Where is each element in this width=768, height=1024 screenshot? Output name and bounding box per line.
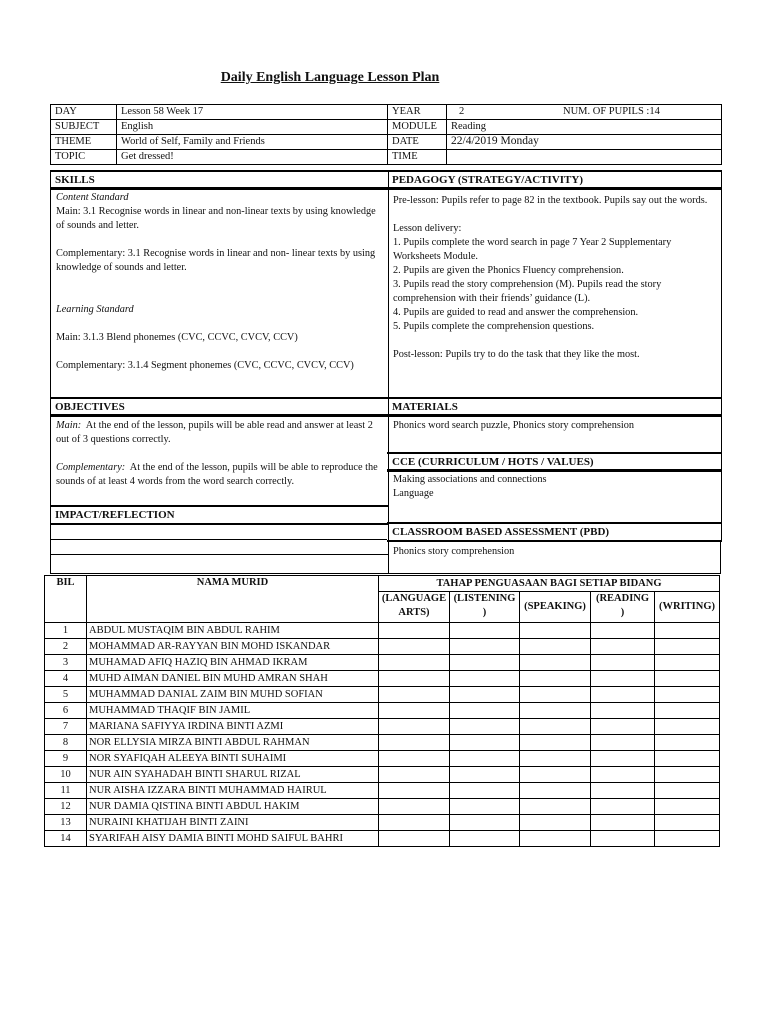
cce-content (388, 473, 721, 501)
table-row (45, 671, 720, 687)
mastery-cell[interactable] (379, 831, 450, 847)
mastery-cell[interactable] (379, 767, 450, 783)
num-pupils: NUM. OF PUPILS :14 (563, 106, 660, 117)
student-name: MUHD AIMAN DANIEL BIN MUHD AMRAN SHAH (87, 671, 379, 687)
student-name: MARIANA SAFIYYA IRDINA BINTI AZMI (87, 719, 379, 735)
mastery-cell[interactable] (450, 655, 520, 671)
info-row-topic (51, 150, 722, 165)
mastery-cell[interactable] (655, 671, 720, 687)
delivery-step: 4. Pupils are guided to read and answer the comprehension. (393, 307, 639, 318)
delivery-step: 3. Pupils read the story comprehension (M). Pupils read the story comprehension with their friends’ guidance (L). (393, 279, 662, 304)
student-name: NURAINI KHATIJAH BINTI ZAINI (87, 815, 379, 831)
info-row-theme (51, 135, 722, 150)
mastery-cell[interactable] (379, 703, 450, 719)
mastery-cell[interactable] (379, 799, 450, 815)
student-number: 14 (45, 831, 87, 847)
mastery-cell[interactable] (520, 831, 591, 847)
student-name: NOR ELLYSIA MIRZA BINTI ABDUL RAHMAN (87, 735, 379, 751)
mastery-cell[interactable] (520, 687, 591, 703)
pbd-text: Phonics story comprehension (393, 546, 515, 557)
student-name: NUR DAMIA QISTINA BINTI ABDUL HAKIM (87, 799, 379, 815)
mastery-cell[interactable] (450, 623, 520, 639)
module-label: MODULE (388, 120, 447, 135)
theme-value: World of Self, Family and Friends (117, 135, 388, 150)
mastery-cell[interactable] (591, 655, 655, 671)
mastery-cell[interactable] (591, 703, 655, 719)
student-name: ABDUL MUSTAQIM BIN ABDUL RAHIM (87, 623, 379, 639)
objective-comp-label: Complementary: (56, 462, 126, 473)
mastery-cell[interactable] (655, 783, 720, 799)
mastery-cell[interactable] (520, 799, 591, 815)
year-value: 2 (459, 106, 465, 117)
table-row (45, 767, 720, 783)
student-number: 1 (45, 623, 87, 639)
complementary-content-standard: Complementary: 3.1 Recognise words in linear and non- linear texts by using knowledge of sounds and letter. (56, 248, 376, 273)
student-number: 7 (45, 719, 87, 735)
mastery-cell[interactable] (450, 815, 520, 831)
table-row (45, 639, 720, 655)
mastery-cell[interactable] (591, 831, 655, 847)
pedagogy-header: PEDAGOGY (STRATEGY/ACTIVITY) (387, 170, 721, 190)
time-label: TIME (388, 150, 447, 165)
student-number: 12 (45, 799, 87, 815)
cce-header: CCE (CURRICULUM / HOTS / VALUES) (387, 452, 721, 472)
mastery-cell[interactable] (379, 751, 450, 767)
mastery-cell[interactable] (450, 831, 520, 847)
mastery-cell[interactable] (655, 703, 720, 719)
mastery-cell[interactable] (591, 767, 655, 783)
listening-header: (LISTENING ) (450, 592, 520, 623)
mastery-cell[interactable] (379, 639, 450, 655)
info-row-day (51, 105, 722, 120)
student-name: MUHAMMAD DANIAL ZAIM BIN MUHD SOFIAN (87, 687, 379, 703)
student-name: NUR AIN SYAHADAH BINTI SHARUL RIZAL (87, 767, 379, 783)
student-number: 8 (45, 735, 87, 751)
content-standard-label: Content Standard (56, 192, 129, 203)
subject-value: English (117, 120, 388, 135)
writing-header: (WRITING) (655, 592, 720, 623)
student-number: 2 (45, 639, 87, 655)
lesson-info-table (50, 104, 722, 165)
mastery-cell[interactable] (655, 767, 720, 783)
impact-row-divider (51, 554, 388, 555)
mastery-cell[interactable] (379, 783, 450, 799)
mastery-cell[interactable] (655, 815, 720, 831)
mastery-cell[interactable] (379, 671, 450, 687)
impact-header: IMPACT/REFLECTION (50, 505, 388, 525)
day-label: DAY (51, 105, 117, 120)
table-row (45, 735, 720, 751)
mastery-cell[interactable] (591, 671, 655, 687)
mastery-cell[interactable] (655, 735, 720, 751)
mastery-cell[interactable] (379, 719, 450, 735)
student-name: NOR SYAFIQAH ALEEYA BINTI SUHAIMI (87, 751, 379, 767)
reading-header: (READING ) (591, 592, 655, 623)
column-divider (388, 542, 389, 574)
lesson-delivery-label: Lesson delivery: (393, 223, 462, 234)
skills-content (51, 191, 386, 373)
mastery-cell[interactable] (450, 767, 520, 783)
pre-lesson: Pre-lesson: Pupils refer to page 82 in the textbook. Pupils say out the words. (393, 195, 708, 206)
topic-value: Get dressed! (117, 150, 388, 165)
mastery-cell[interactable] (520, 767, 591, 783)
student-number: 10 (45, 767, 87, 783)
mastery-cell[interactable] (655, 831, 720, 847)
year-label: YEAR (388, 105, 447, 120)
mastery-cell[interactable] (655, 687, 720, 703)
mastery-cell[interactable] (520, 751, 591, 767)
language-arts-header: (LANGUAGE ARTS) (379, 592, 450, 623)
table-row (45, 831, 720, 847)
table-row (45, 751, 720, 767)
table-row (45, 655, 720, 671)
objective-main (56, 419, 381, 447)
pbd-header: CLASSROOM BASED ASSESSMENT (PBD) (387, 522, 721, 542)
assessment-header-row (45, 576, 720, 592)
mastery-cell[interactable] (450, 751, 520, 767)
mastery-cell[interactable] (379, 815, 450, 831)
name-header: NAMA MURID (87, 576, 379, 623)
mastery-cell[interactable] (591, 815, 655, 831)
mastery-cell[interactable] (450, 799, 520, 815)
mastery-cell[interactable] (520, 671, 591, 687)
complementary-learning-standard: Complementary: 3.1.4 Segment phonemes (CVC, CCVC, CVCV, CCV) (56, 360, 354, 371)
mastery-cell[interactable] (450, 783, 520, 799)
mastery-cell[interactable] (379, 687, 450, 703)
table-row (45, 623, 720, 639)
student-number: 9 (45, 751, 87, 767)
topic-label: TOPIC (51, 150, 117, 165)
mastery-cell[interactable] (520, 719, 591, 735)
materials-header: MATERIALS (387, 397, 721, 417)
objective-comp-text: At the end of the lesson, pupils will be able to reproduce the sounds of at least 4 words from the word search correctly. (56, 462, 378, 487)
speaking-header: (SPEAKING) (520, 592, 591, 623)
main-learning-standard: Main: 3.1.3 Blend phonemes (CVC, CCVC, CVCV, CCV) (56, 332, 298, 343)
year-cell (447, 105, 722, 120)
lesson-plan-body (50, 170, 721, 542)
assessment-table (44, 575, 720, 847)
learning-standard-label: Learning Standard (56, 304, 134, 315)
mastery-level-header: TAHAP PENGUASAAN BAGI SETIAP BIDANG (379, 576, 720, 592)
mastery-cell[interactable] (379, 623, 450, 639)
main-content-standard: Main: 3.1 Recognise words in linear and non-linear texts by using knowledge of sounds and letter. (56, 206, 376, 231)
mastery-cell[interactable] (450, 639, 520, 655)
student-number: 3 (45, 655, 87, 671)
mastery-cell[interactable] (591, 735, 655, 751)
mastery-cell[interactable] (655, 799, 720, 815)
mastery-cell[interactable] (450, 735, 520, 751)
student-name: MUHAMMAD THAQIF BIN JAMIL (87, 703, 379, 719)
theme-label: THEME (51, 135, 117, 150)
student-name: SYARIFAH AISY DAMIA BINTI MOHD SAIFUL BAHRI (87, 831, 379, 847)
subject-label: SUBJECT (51, 120, 117, 135)
objectives-content (51, 419, 386, 489)
mastery-cell[interactable] (379, 655, 450, 671)
table-row (45, 783, 720, 799)
impact-row-divider (50, 539, 387, 540)
mastery-cell[interactable] (591, 751, 655, 767)
table-row (45, 799, 720, 815)
mastery-cell[interactable] (520, 815, 591, 831)
student-number: 13 (45, 815, 87, 831)
bil-header: BIL (45, 576, 87, 623)
student-number: 4 (45, 671, 87, 687)
mastery-cell[interactable] (655, 719, 720, 735)
delivery-step: 1. Pupils complete the word search in page 7 Year 2 Supplementary Worksheets Module. (393, 237, 672, 262)
mastery-cell[interactable] (655, 751, 720, 767)
mastery-cell[interactable] (591, 783, 655, 799)
objectives-header: OBJECTIVES (50, 397, 388, 417)
objective-main-label: Main: (56, 420, 82, 431)
delivery-step: 5. Pupils complete the comprehension questions. (393, 321, 595, 332)
mastery-cell[interactable] (655, 623, 720, 639)
mastery-cell[interactable] (520, 703, 591, 719)
mastery-cell[interactable] (450, 671, 520, 687)
mastery-cell[interactable] (379, 735, 450, 751)
mastery-cell[interactable] (520, 623, 591, 639)
mastery-cell[interactable] (591, 623, 655, 639)
mastery-cell[interactable] (450, 687, 520, 703)
pedagogy-content (388, 194, 721, 362)
table-row (45, 703, 720, 719)
mastery-cell[interactable] (520, 655, 591, 671)
date-label: DATE (388, 135, 447, 150)
info-row-subject (51, 120, 722, 135)
objective-complementary (56, 461, 381, 489)
mastery-cell[interactable] (655, 639, 720, 655)
materials-text: Phonics word search puzzle, Phonics story comprehension (393, 420, 635, 431)
mastery-cell[interactable] (591, 687, 655, 703)
module-value: Reading (447, 120, 722, 135)
objective-main-text: At the end of the lesson, pupils will be able read and answer at least 2 out of 3 questions correctly. (56, 420, 373, 445)
student-number: 11 (45, 783, 87, 799)
mastery-cell[interactable] (591, 639, 655, 655)
student-name: NUR AISHA IZZARA BINTI MUHAMMAD HAIRUL (87, 783, 379, 799)
table-row (45, 719, 720, 735)
mastery-cell[interactable] (520, 735, 591, 751)
student-name: MOHAMMAD AR-RAYYAN BIN MOHD ISKANDAR (87, 639, 379, 655)
mastery-cell[interactable] (520, 783, 591, 799)
table-row (45, 815, 720, 831)
mastery-cell[interactable] (520, 639, 591, 655)
mastery-cell[interactable] (591, 719, 655, 735)
page-title: Daily English Language Lesson Plan (220, 70, 440, 85)
mastery-cell[interactable] (655, 655, 720, 671)
cce-line: Language (393, 488, 434, 499)
student-name: MUHAMAD AFIQ HAZIQ BIN AHMAD IKRAM (87, 655, 379, 671)
student-number: 6 (45, 703, 87, 719)
delivery-step: 2. Pupils are given the Phonics Fluency comprehension. (393, 265, 624, 276)
post-lesson: Post-lesson: Pupils try to do the task that they like the most. (393, 349, 640, 360)
skills-header: SKILLS (50, 170, 388, 190)
mastery-cell[interactable] (591, 799, 655, 815)
student-number: 5 (45, 687, 87, 703)
mastery-cell[interactable] (450, 719, 520, 735)
table-row (45, 687, 720, 703)
cce-line: Making associations and connections (393, 474, 547, 485)
student-rows (45, 623, 720, 847)
pbd-row (50, 542, 721, 574)
mastery-cell[interactable] (450, 703, 520, 719)
date-value: 22/4/2019 Monday (447, 135, 722, 150)
time-value (447, 150, 722, 165)
day-value: Lesson 58 Week 17 (117, 105, 388, 120)
